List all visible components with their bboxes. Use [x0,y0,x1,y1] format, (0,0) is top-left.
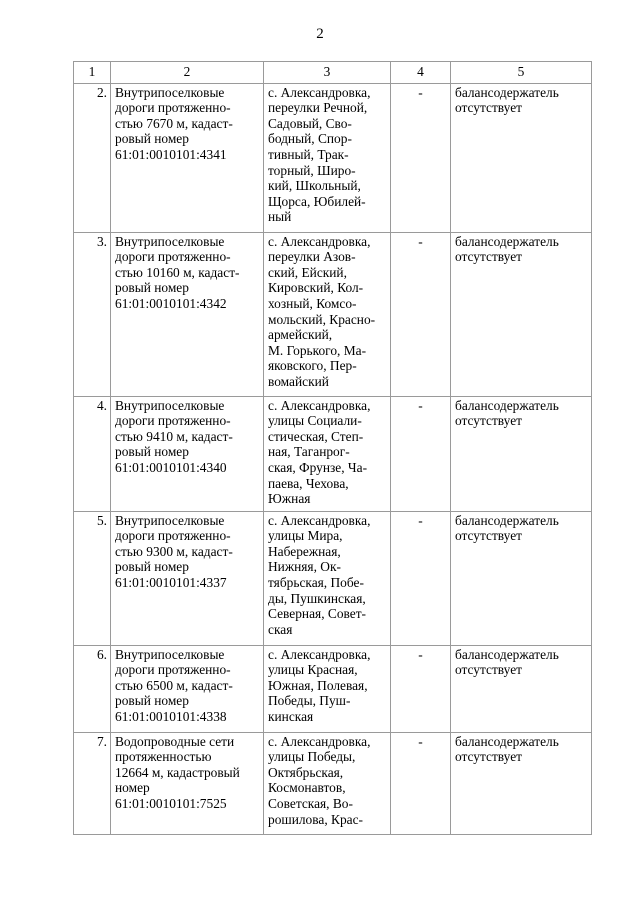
address-cell-line: ды, Пушкинская, [268,590,366,606]
address-cell-line: переулки Речной, [268,100,368,116]
column-4-value: - [391,396,451,511]
row-number: 4. [74,396,111,511]
object-name-cell-line: стью 9300 м, кадаст- [115,543,233,559]
address-cell [264,396,391,511]
object-name-cell-line: 61:01:0010101:4340 [115,459,227,475]
object-name-cell-line: дороги протяженно- [115,662,231,678]
address-cell-line: М. Горького, Ма- [268,342,367,358]
object-name-cell [111,645,264,732]
object-name-cell-line: ровый номер [115,559,189,575]
address-cell [264,83,391,232]
row-number: 3. [74,232,111,396]
address-cell-line: Северная, Совет- [268,606,367,622]
object-name-cell-line: дороги протяженно- [115,249,231,265]
table-row [74,396,592,511]
table-row [74,645,592,732]
table-row [74,511,592,645]
address-cell-line: ский, Ейский, [268,264,347,280]
object-name-cell-line: стью 9410 м, кадаст- [115,428,233,444]
balance-holder-cell-line: отсутствует [455,528,522,544]
balance-holder-cell [451,645,592,732]
address-cell [264,732,391,834]
address-cell-line: с. Александровка, [268,397,371,413]
balance-holder-cell-line: балансодержатель [455,233,559,249]
column-header-1: 1 [74,62,111,84]
address-cell-line: Победы, Пуш- [268,693,351,709]
property-registry-table [73,61,592,835]
object-name-cell-line: 61:01:0010101:7525 [115,795,227,811]
balance-holder-cell [451,511,592,645]
address-cell-line: улицы Мира, [268,528,343,544]
balance-holder-cell-line: балансодержатель [455,512,559,528]
balance-holder-cell [451,732,592,834]
address-cell-line: кинская [268,708,314,724]
object-name-cell-line: Внутрипоселковые [115,233,225,249]
address-cell-line: Набережная, [268,543,341,559]
column-4-value: - [391,732,451,834]
address-cell-line: Южная [268,491,311,507]
address-cell-line: Нижняя, Ок- [268,559,341,575]
address-cell-line: с. Александровка, [268,646,371,662]
address-cell-line: рошилова, Крас- [268,811,364,827]
object-name-cell-line: 12664 м, кадастровый [115,764,240,780]
object-name-cell-line: Внутрипоселковые [115,646,225,662]
address-cell-line: с. Александровка, [268,733,371,749]
table-row [74,232,592,396]
column-4-value: - [391,645,451,732]
object-name-cell-line: стью 6500 м, кадаст- [115,677,233,693]
object-name-cell-line: Водопроводные сети [115,733,235,749]
column-4-value: - [391,511,451,645]
object-name-cell-line: 61:01:0010101:4337 [115,574,227,590]
object-name-cell [111,396,264,511]
column-4-value: - [391,232,451,396]
balance-holder-cell [451,83,592,232]
balance-holder-cell-line: балансодержатель [455,733,559,749]
balance-holder-cell-line: балансодержатель [455,84,559,100]
address-cell-line: тябрьская, Побе- [268,574,364,590]
address-cell-line: ный [268,209,292,225]
address-cell-line: яковского, Пер- [268,358,357,374]
address-cell-line: Космонавтов, [268,780,346,796]
object-name-cell-line: 61:01:0010101:4342 [115,295,227,311]
address-cell-line: улицы Красная, [268,662,358,678]
address-cell-line: с. Александровка, [268,512,371,528]
address-cell-line: с. Александровка, [268,84,371,100]
address-cell [264,511,391,645]
object-name-cell-line: Внутрипоселковые [115,397,225,413]
object-name-cell-line: ровый номер [115,444,189,460]
address-cell-line: армейский, [268,327,333,343]
row-number: 6. [74,645,111,732]
balance-holder-cell [451,232,592,396]
address-cell-line: Южная, Полевая, [268,677,368,693]
object-name-cell-line: дороги протяженно- [115,528,231,544]
address-cell-line: с. Александровка, [268,233,371,249]
object-name-cell-line: 61:01:0010101:4341 [115,146,227,162]
object-name-cell [111,732,264,834]
address-cell-line: вомайский [268,373,329,389]
address-cell [264,645,391,732]
table-row [74,732,592,834]
object-name-cell-line: номер [115,780,150,796]
object-name-cell-line: стью 10160 м, кадаст- [115,264,240,280]
address-cell-line: торный, Широ- [268,162,356,178]
balance-holder-cell-line: отсутствует [455,249,522,265]
object-name-cell-line: стью 7670 м, кадаст- [115,115,233,131]
object-name-cell-line: ровый номер [115,280,189,296]
object-name-cell-line: ровый номер [115,693,189,709]
row-number: 7. [74,732,111,834]
object-name-cell [111,83,264,232]
balance-holder-cell-line: отсутствует [455,749,522,765]
object-name-cell-line: 61:01:0010101:4338 [115,708,227,724]
address-cell-line: Кировский, Кол- [268,280,364,296]
address-cell-line: бодный, Спор- [268,131,352,147]
table-row [74,83,592,232]
object-name-cell-line: протяженностью [115,749,212,765]
column-4-value: - [391,83,451,232]
object-name-cell-line: дороги протяженно- [115,413,231,429]
row-number: 5. [74,511,111,645]
column-header-3: 3 [264,62,391,84]
address-cell-line: паева, Чехова, [268,475,349,491]
object-name-cell-line: Внутрипоселковые [115,512,225,528]
balance-holder-cell-line: отсутствует [455,662,522,678]
address-cell-line: переулки Азов- [268,249,356,265]
column-header-4: 4 [391,62,451,84]
balance-holder-cell-line: балансодержатель [455,397,559,413]
column-header-2: 2 [111,62,264,84]
address-cell-line: ная, Таганрог- [268,444,350,460]
object-name-cell-line: Внутрипоселковые [115,84,225,100]
balance-holder-cell-line: балансодержатель [455,646,559,662]
address-cell-line: стическая, Степ- [268,428,364,444]
row-number: 2. [74,83,111,232]
column-header-5: 5 [451,62,592,84]
table-body [74,62,592,835]
object-name-cell [111,511,264,645]
address-cell [264,232,391,396]
address-cell-line: ская [268,621,293,637]
object-name-cell-line: дороги протяженно- [115,100,231,116]
column-number-header-row [74,62,592,84]
address-cell-line: мольский, Красно- [268,311,376,327]
address-cell-line: кий, Школьный, [268,178,361,194]
page-number: 2 [316,26,324,42]
balance-holder-cell [451,396,592,511]
balance-holder-cell-line: отсутствует [455,413,522,429]
address-cell-line: ская, Фрунзе, Ча- [268,459,368,475]
object-name-cell [111,232,264,396]
balance-holder-cell-line: отсутствует [455,100,522,116]
address-cell-line: Садовый, Сво- [268,115,352,131]
object-name-cell-line: ровый номер [115,131,189,147]
address-cell-line: Щорса, Юбилей- [268,193,366,209]
address-cell-line: тивный, Трак- [268,146,349,162]
address-cell-line: улицы Социали- [268,413,362,429]
address-cell-line: Октябрьская, [268,764,344,780]
address-cell-line: улицы Победы, [268,749,356,765]
address-cell-line: Советская, Во- [268,795,353,811]
address-cell-line: хозный, Комсо- [268,295,357,311]
